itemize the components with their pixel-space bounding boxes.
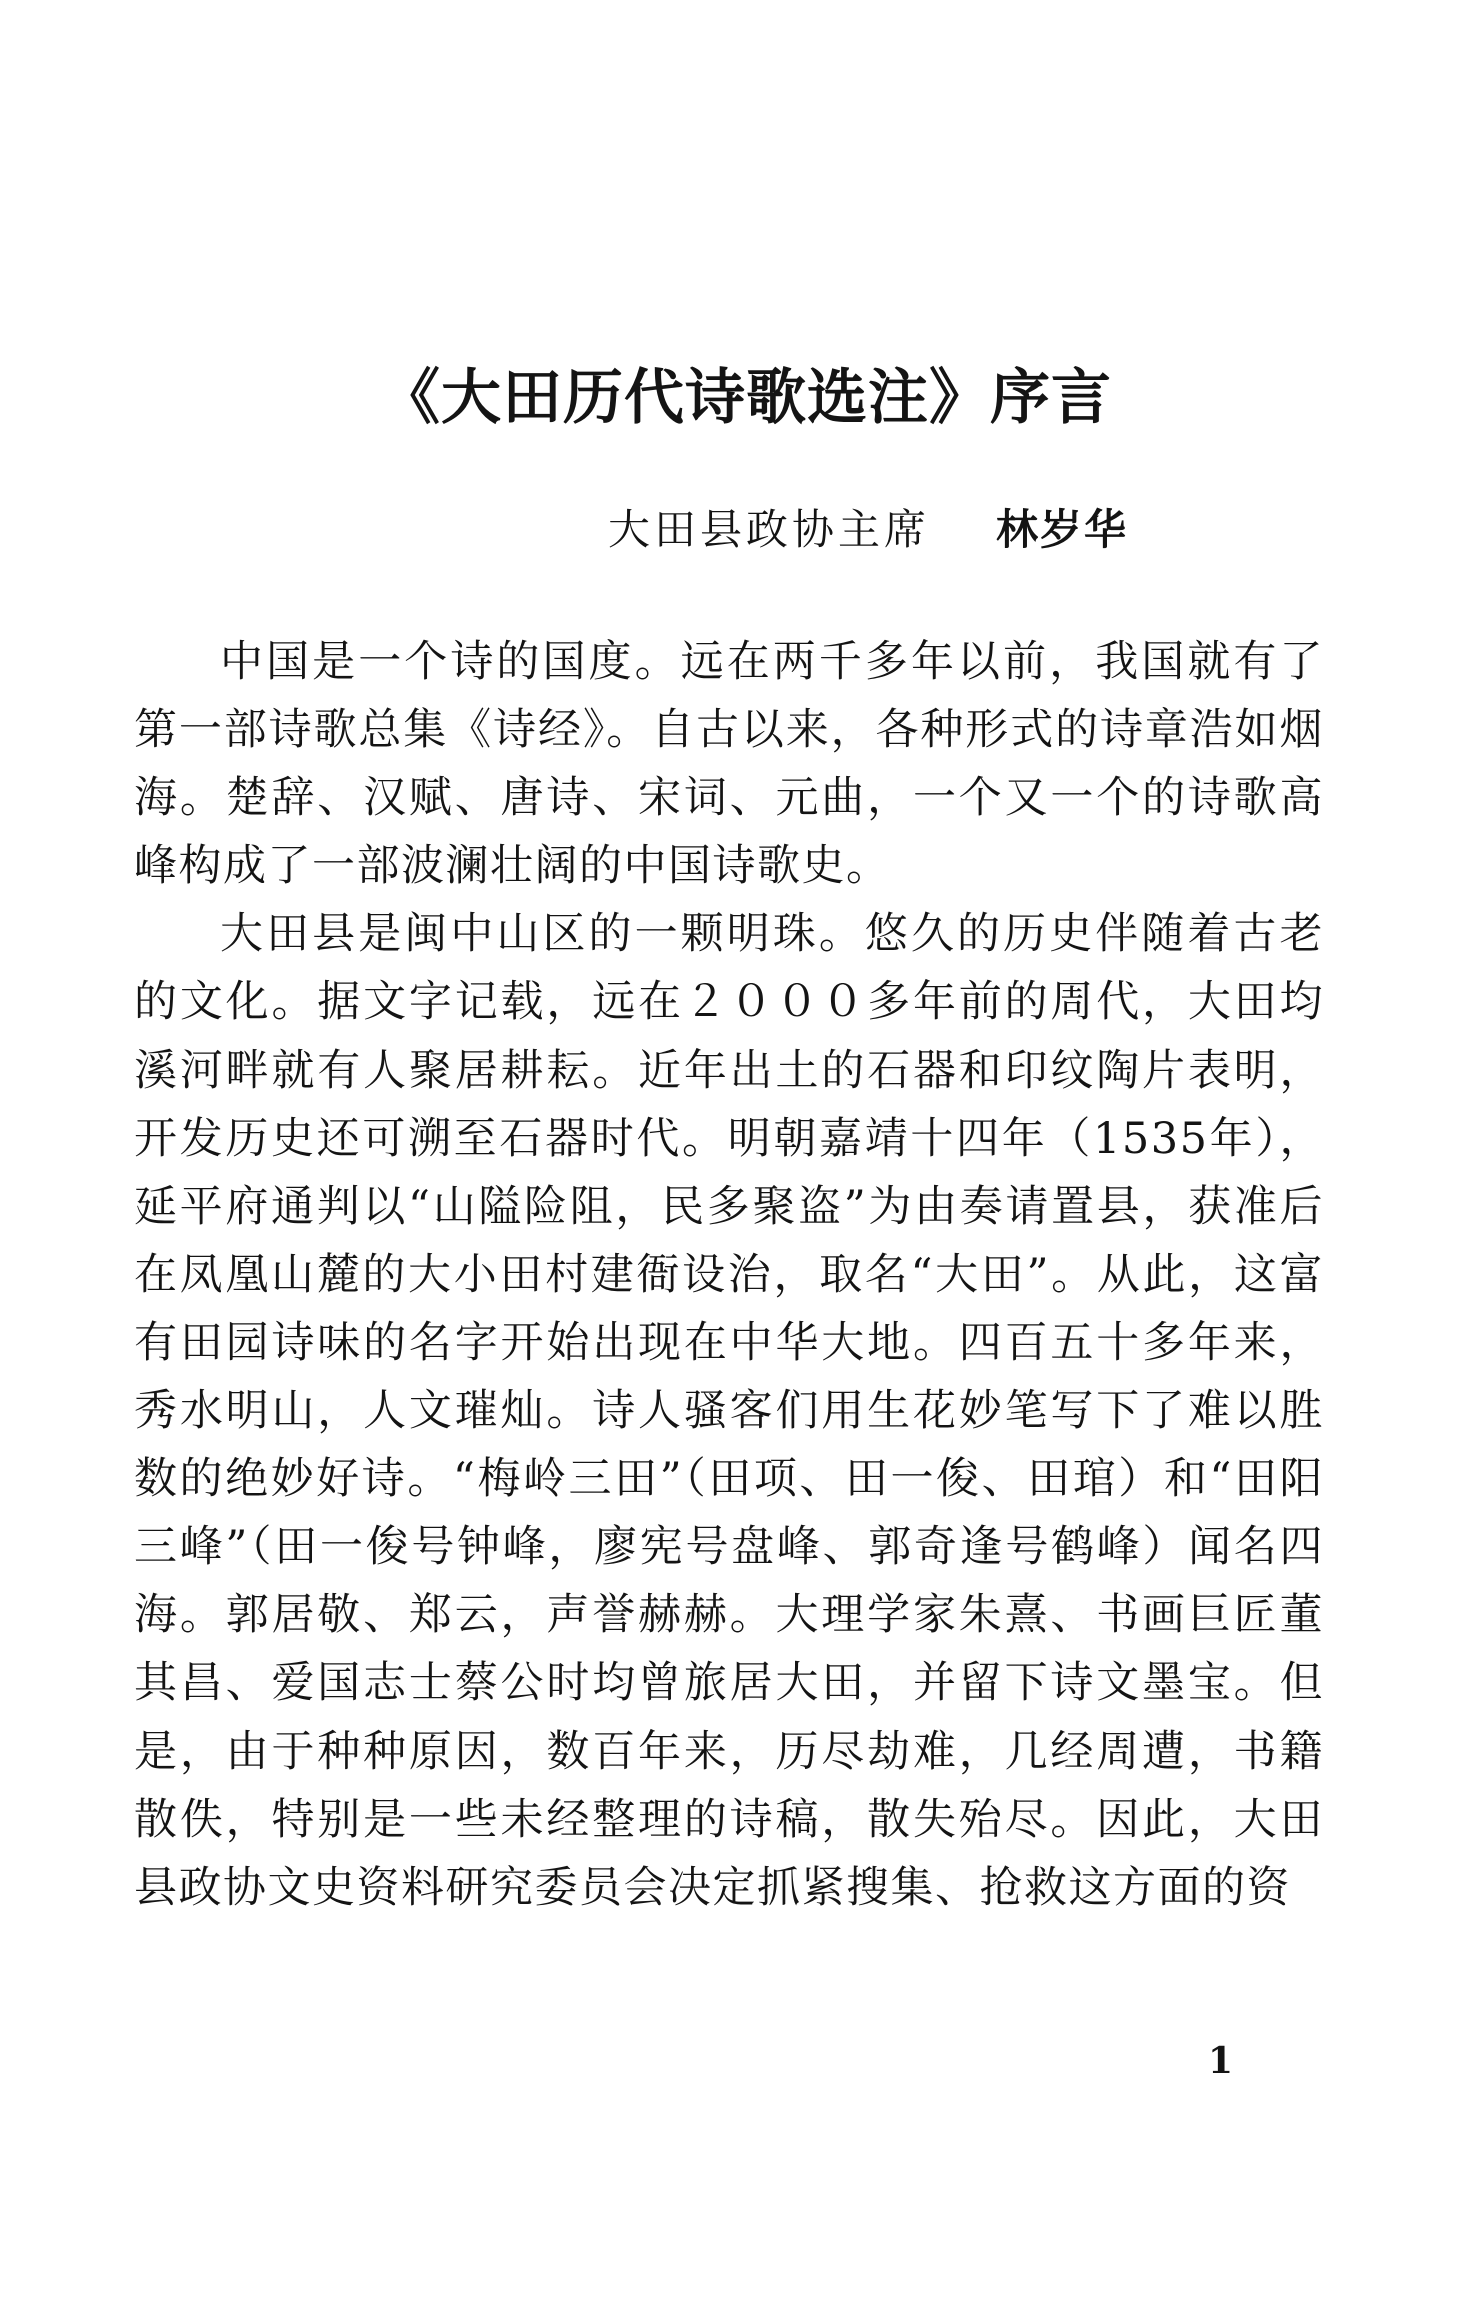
page-number: 1 bbox=[1208, 2040, 1234, 2082]
body-text bbox=[134, 628, 1324, 1922]
byline bbox=[608, 497, 1128, 557]
author-name: 林岁华 bbox=[996, 505, 1129, 554]
paragraph: 中国是一个诗的国度。远在两千多年以前，我国就有了第一部诗歌总集《诗经》。自古以来，各种形式的诗章浩如烟海。楚辞、汉赋、唐诗、宋词、元曲，一个又一个的诗歌高峰构成了一部波澜壮阔的中国诗歌史。 bbox=[134, 637, 1324, 892]
author-position: 大田县政协主席 bbox=[608, 505, 931, 554]
page-title: 《大田历代诗歌选注》序言 bbox=[380, 363, 1112, 433]
paragraph: 大田县是闽中山区的一颗明珠。悠久的历史伴随着古老的文化。据文字记载，远在２０００多年前的周代，大田均溪河畔就有人聚居耕耘。近年出土的石器和印纹陶片表明，开发历史还可溯至石器时代。明朝嘉靖十四年（1535年），延平府通判以“山隘险阻，民多聚盗”为由奏请置县，获准后在凤凰山麓的大小田村建衙设治，取名“大田”。从此，这富有田园诗味的名字开始出现在中华大地。四百五十多年来，秀水明山，人文璀灿。诗人骚客们用生花妙笔写下了难以胜数的绝妙好诗。“梅岭三田”（田项、田一俊、田琯）和“田阳三峰”（田一俊号钟峰，廖宪号盘峰、郭奇逢号鹤峰）闻名四海。郭居敬、郑云，声誉赫赫。大理学家朱熹、书画巨匠董其昌、爱国志士蔡公时均曾旅居大田，并留下诗文墨宝。但是，由于种种原因，数百年来，历尽劫难，几经周遭，书籍散佚，特别是一些未经整理的诗稿，散失殆尽。因此，大田县政协文史资料研究委员会决定抓紧搜集、抢救这方面的资 bbox=[134, 909, 1324, 1913]
